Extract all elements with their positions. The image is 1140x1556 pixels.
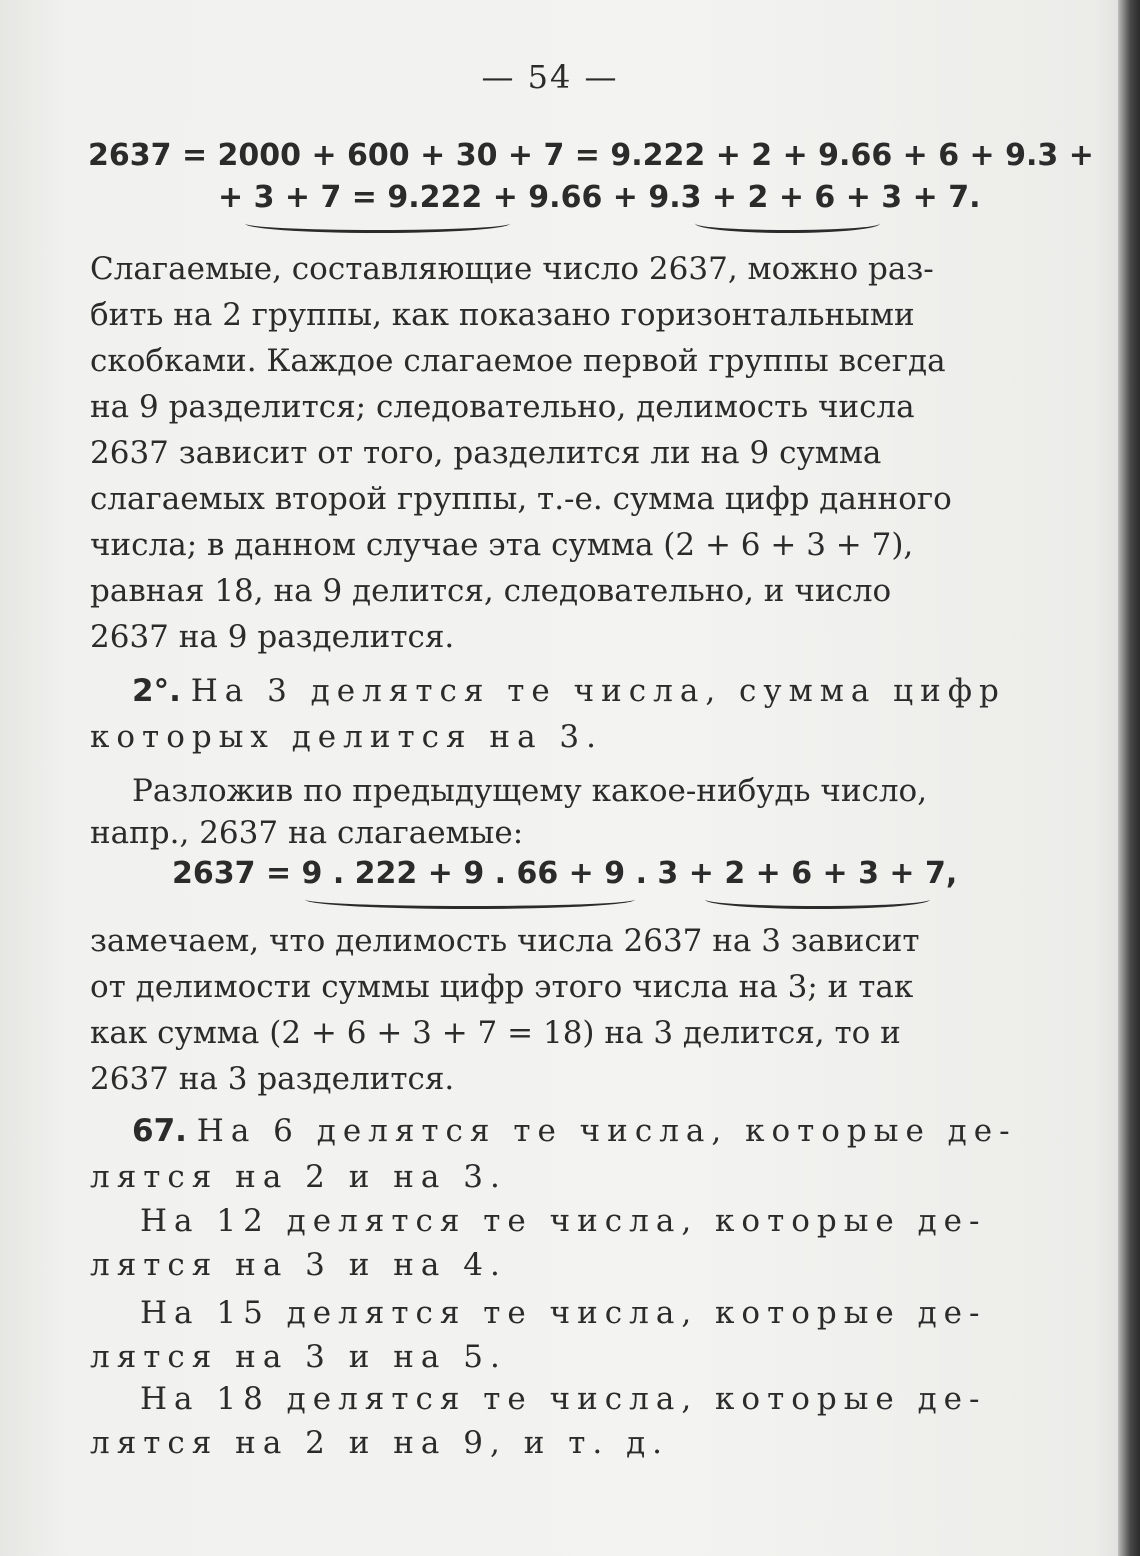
rule-15-line-2: лятся на 3 и на 5. [90, 1339, 507, 1375]
rule-2-text-1: На 3 делятся те числа, сумма цифр [190, 673, 1006, 709]
para-1-line-3: скобками. Каждое слагаемое первой группы всегда [90, 343, 946, 379]
brace-group-2 [695, 214, 880, 233]
para-1-line-2: бить на 2 группы, как показано горизонтальными [90, 297, 915, 333]
page-edge-shadow [1118, 0, 1140, 1556]
para-1-line-8: равная 18, на 9 делится, следовательно, и число [90, 573, 892, 609]
brace-group-3 [305, 890, 635, 909]
para-3-line-4: 2637 на 3 разделится. [90, 1061, 455, 1097]
formula-1-line-2: + 3 + 7 = 9.222 + 9.66 + 9.3 + 2 + 6 + 3 + 7. [218, 180, 981, 215]
brace-group-1 [245, 214, 510, 233]
rule-2-line-2: которых делится на 3. [90, 719, 603, 755]
rule-2-line-1 [132, 668, 1006, 714]
para-1-line-1: Слагаемые, составляющие число 2637, можно раз- [90, 251, 934, 287]
para-1-line-7: числа; в данном случае эта сумма (2 + 6 + 3 + 7), [90, 527, 914, 563]
para-1-line-5: 2637 зависит от того, разделится ли на 9 сумма [90, 435, 882, 471]
para-3-line-1: замечаем, что делимость числа 2637 на 3 зависит [90, 923, 920, 959]
rule-12-line-1: На 12 делятся те числа, которые де- [140, 1203, 987, 1239]
rule-15-line-1: На 15 делятся те числа, которые де- [140, 1295, 987, 1331]
rule-18-line-1: На 18 делятся те числа, которые де- [140, 1381, 987, 1417]
para-1-line-4: на 9 разделится; следовательно, делимость числа [90, 389, 915, 425]
rule-12-line-2: лятся на 3 и на 4. [90, 1247, 507, 1283]
rule-67-line-2: лятся на 2 и на 3. [90, 1159, 507, 1195]
para-3-line-3: как сумма (2 + 6 + 3 + 7 = 18) на 3 делится, то и [90, 1015, 901, 1051]
rule-67-number: 67. [132, 1113, 187, 1149]
formula-1-line-1: 2637 = 2000 + 600 + 30 + 7 = 9.222 + 2 + 9.66 + 6 + 9.3 + [88, 138, 1094, 173]
rule-67-line-1 [132, 1108, 1017, 1154]
rule-18-line-2: лятся на 2 и на 9, и т. д. [90, 1425, 670, 1461]
rule-67-text-1: На 6 делятся те числа, которые де- [196, 1113, 1017, 1149]
rule-2-number: 2°. [132, 673, 181, 709]
formula-2: 2637 = 9 . 222 + 9 . 66 + 9 . 3 + 2 + 6 + 3 + 7, [172, 856, 958, 891]
para-3-line-2: от делимости суммы цифр этого числа на 3; и так [90, 969, 914, 1005]
page-number: — 54 — [481, 58, 619, 96]
para-2-line-2: напр., 2637 на слагаемые: [90, 815, 524, 851]
para-1-line-6: слагаемых второй группы, т.-е. сумма цифр данного [90, 481, 952, 517]
para-1-line-9: 2637 на 9 разделится. [90, 619, 455, 655]
brace-group-4 [705, 890, 930, 909]
para-2-line-1: Разложив по предыдущему какое-нибудь число, [132, 773, 928, 809]
